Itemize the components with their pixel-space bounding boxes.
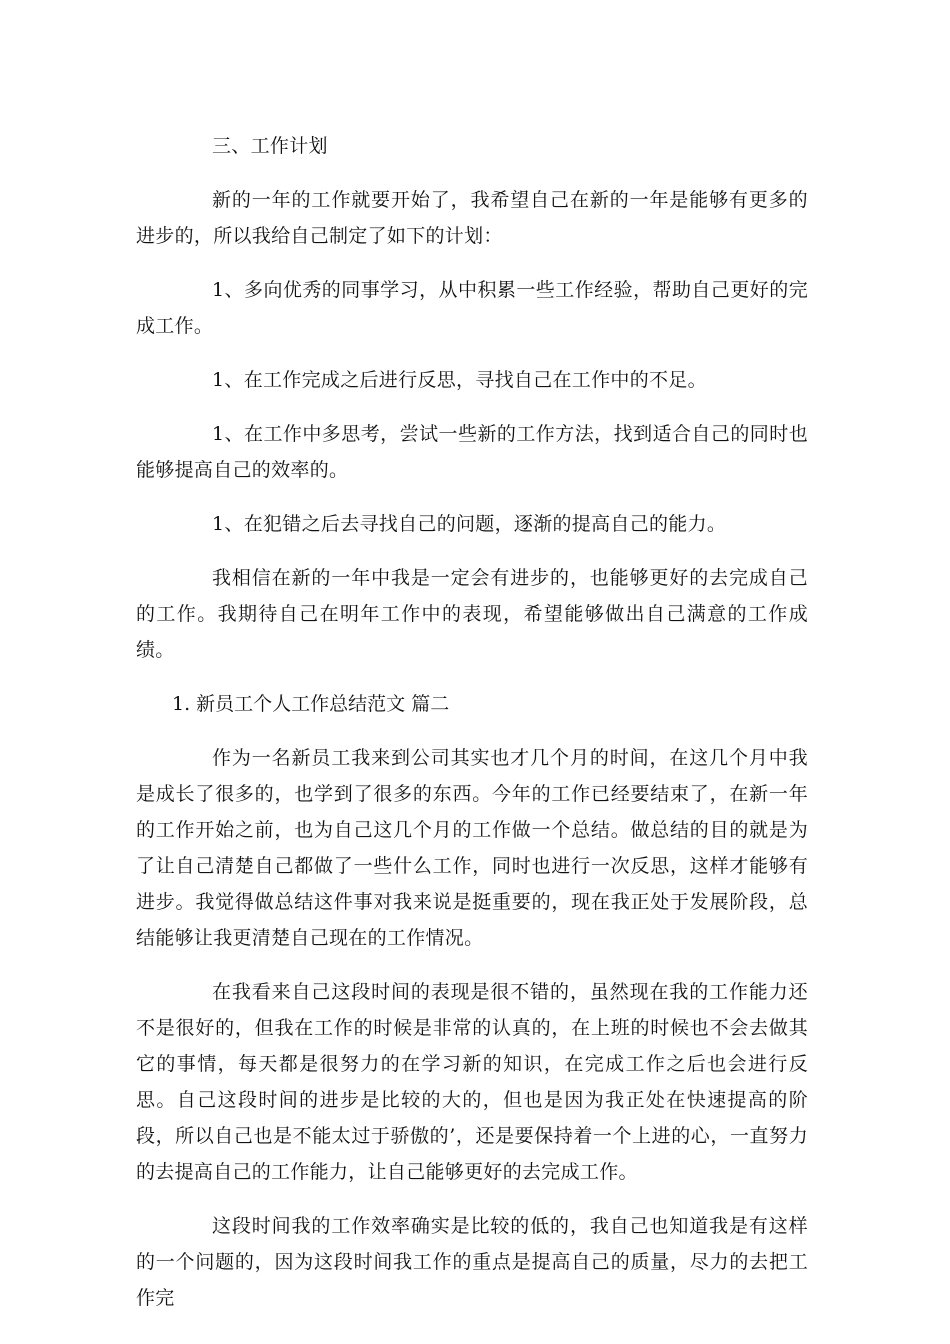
article-paragraph-3: 这段时间我的工作效率确实是比较的低的，我自己也知道我是有这样的一个问题的，因为这段时间我工作的重点是提高自己的质量，尽力的去把工作完 — [136, 1215, 808, 1309]
document-page — [136, 128, 808, 1334]
plan-item-3: 1、在工作中多思考，尝试一些新的工作方法，找到适合自己的同时也能够提高自己的效率的。 — [136, 423, 808, 481]
plan-item-2: 1、在工作完成之后进行反思，寻找自己在工作中的不足。 — [212, 369, 707, 391]
article-paragraph-2: 在我看来自己这段时间的表现是很不错的，虽然现在我的工作能力还不是很好的，但我在工作的时候是非常的认真的，在上班的时候也不会去做其它的事情，每天都是很努力的在学习新的知识，在完成工作之后也会进行反思。自己这段时间的进步是比较的大的，但也是因为我正处在快速提高的阶段，所以自己也是不能太过于骄傲的’，还是要保持着一个上进的心，一直努力的去提高自己的工作能力，让自己能够更好的去完成工作。 — [136, 981, 808, 1183]
section-title: 三、工作计划 — [212, 135, 328, 157]
plan-item-1: 1、多向优秀的同事学习，从中积累一些工作经验，帮助自己更好的完成工作。 — [136, 279, 808, 337]
article-paragraph-1: 作为一名新员工我来到公司其实也才几个月的时间，在这几个月中我是成长了很多的，也学到了很多的东西。今年的工作已经要结束了，在新一年的工作开始之前，也为自己这几个月的工作做一个总结。做总结的目的就是为了让自己清楚自己都做了一些什么工作，同时也进行一次反思，这样才能够有进步。我觉得做总结这件事对我来说是挺重要的，现在我正处于发展阶段，总结能够让我更清楚自己现在的工作情况。 — [136, 747, 808, 949]
intro-paragraph: 新的一年的工作就要开始了，我希望自己在新的一年是能够有更多的进步的，所以我给自己制定了如下的计划： — [136, 189, 808, 247]
conclusion-paragraph: 我相信在新的一年中我是一定会有进步的，也能够更好的去完成自己的工作。我期待自己在明年工作中的表现，希望能够做出自己满意的工作成绩。 — [136, 567, 808, 661]
plan-item-4: 1、在犯错之后去寻找自己的问题，逐渐的提高自己的能力。 — [212, 513, 727, 535]
article-heading: 1. 新员工个人工作总结范文 篇二 — [172, 693, 450, 715]
